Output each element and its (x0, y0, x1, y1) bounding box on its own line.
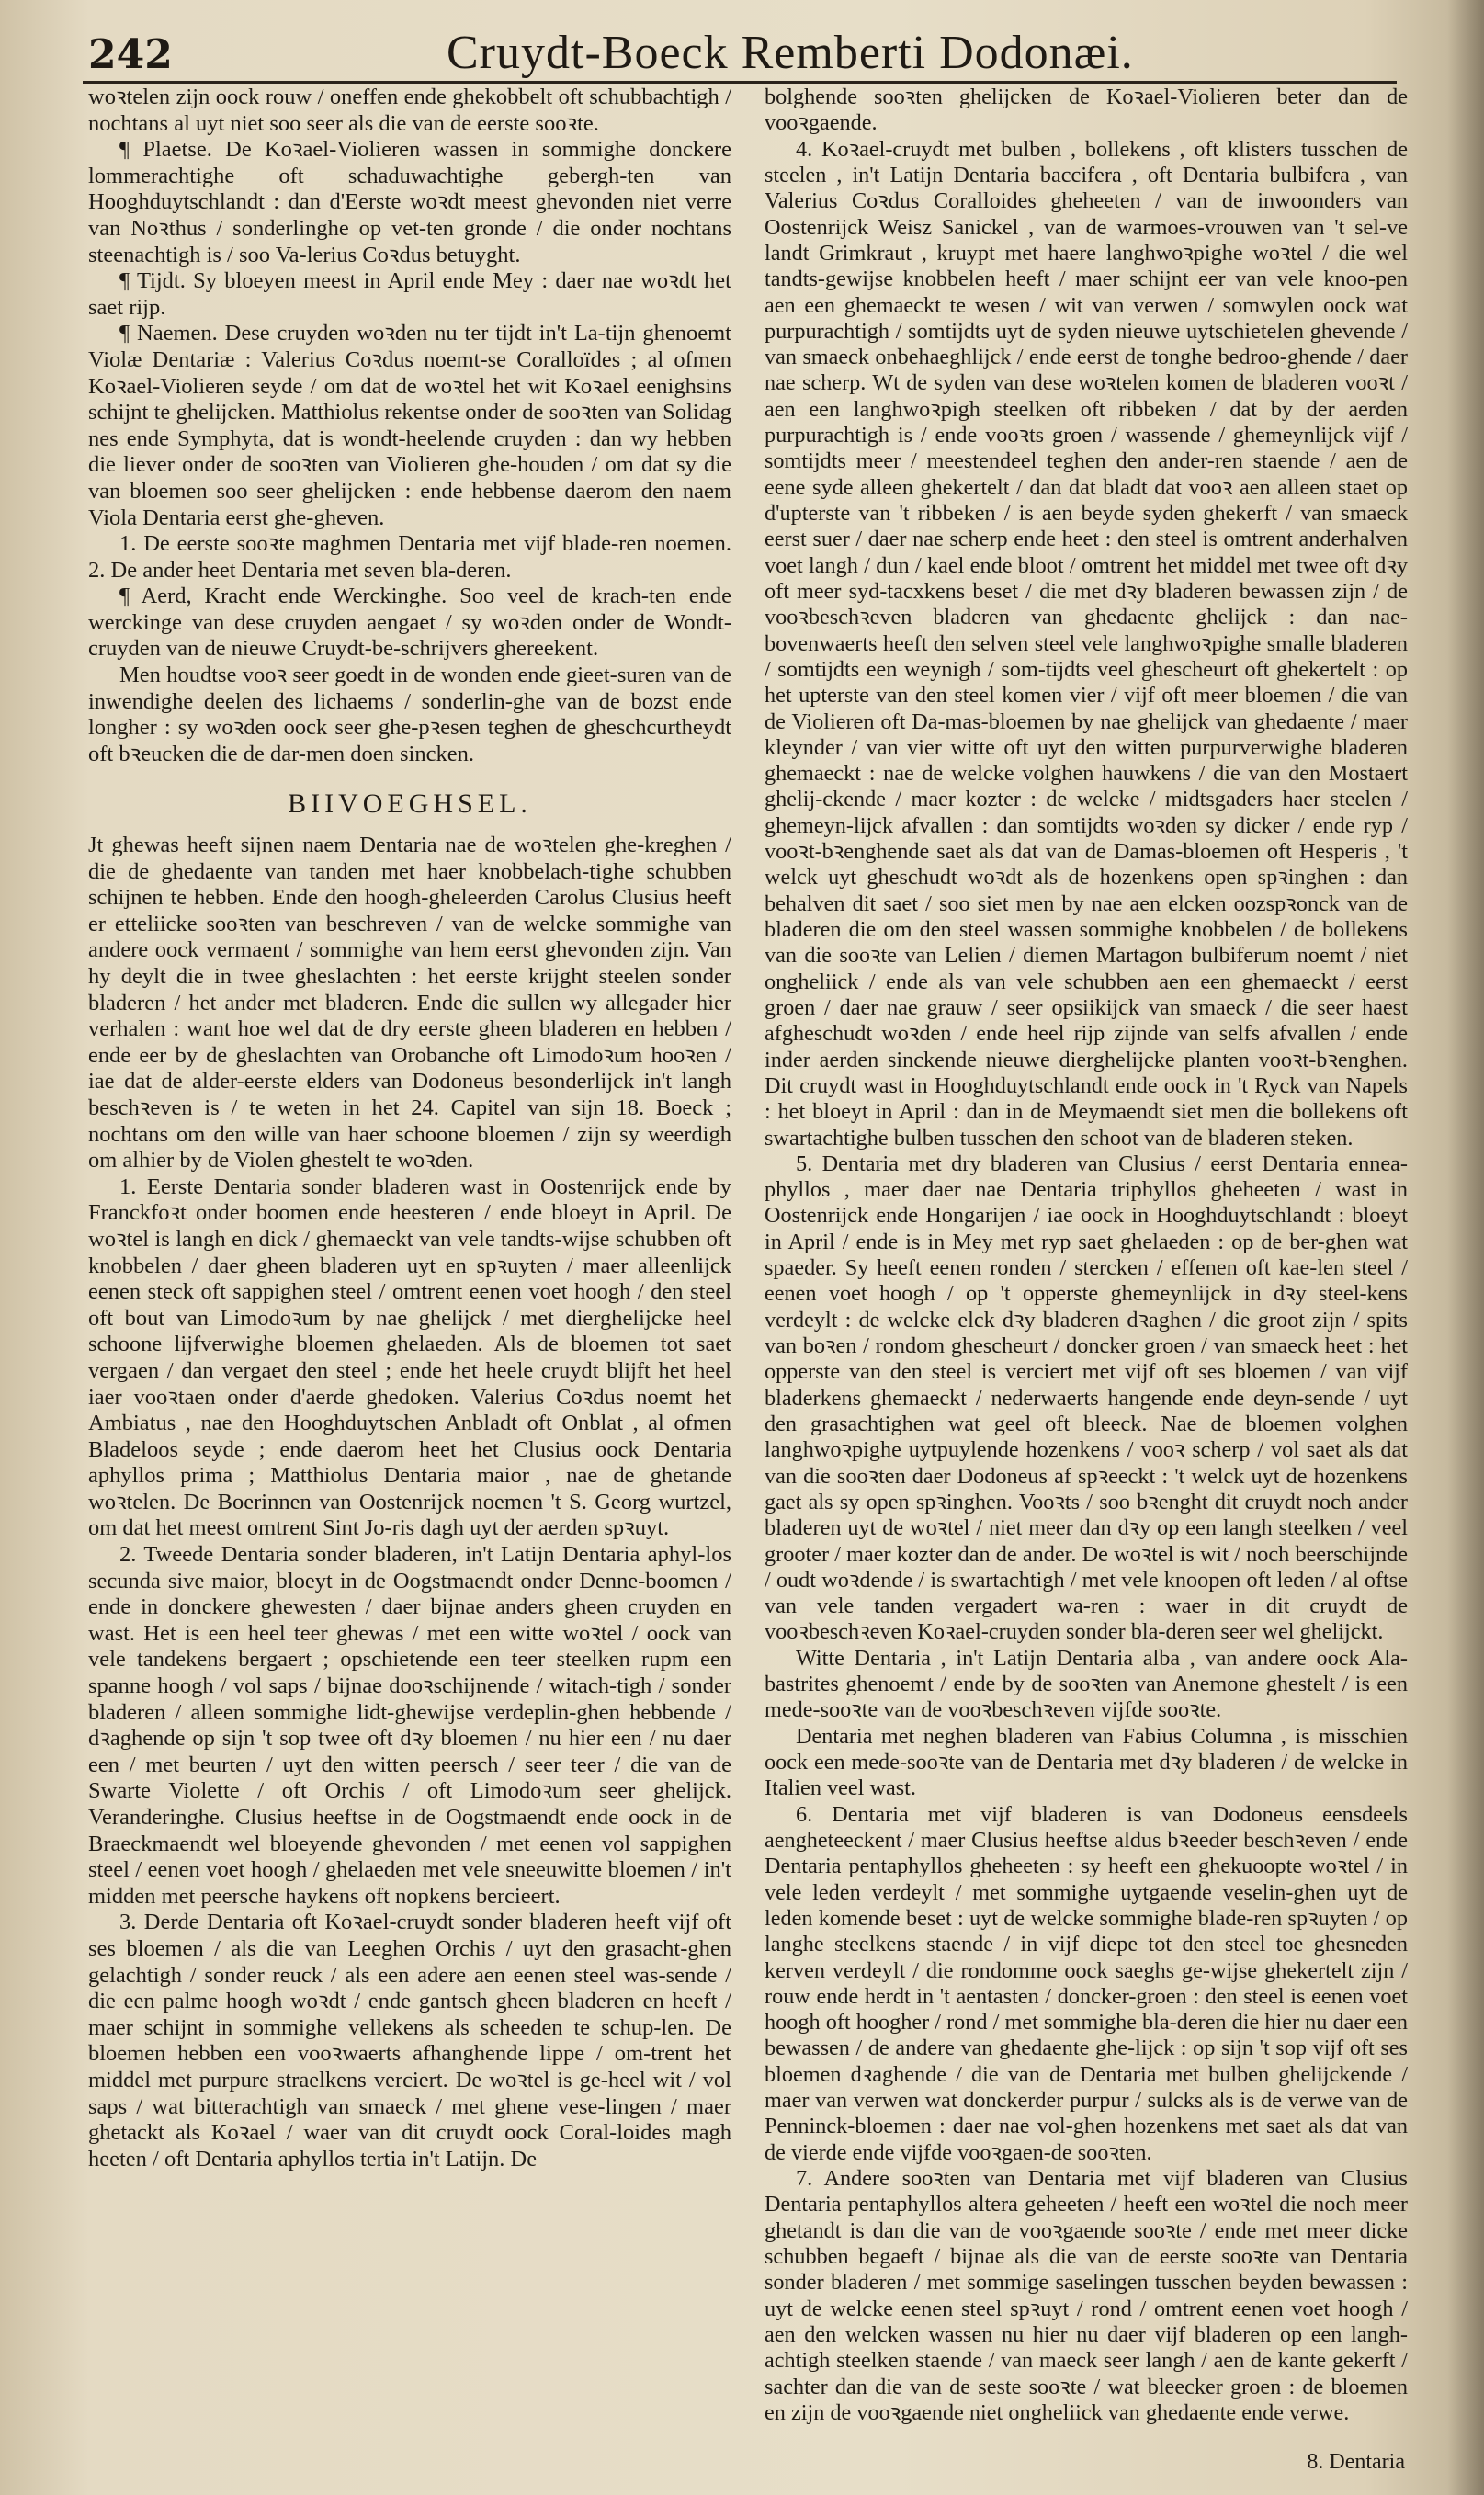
header-rule (83, 81, 1397, 84)
paragraph-dentaria-6: 6. Dentaria met vijf bladeren is van Dodoneus eensdeels aengheteeckent / maer Clusius heeftse aldus bꝛeeder beschꝛeven / ende Dentaria pentaphyllos gheheeten : sy heeft een ghekuoopte woꝛtel / in vele leden verdeylt / met sommighe uytgaende veselin-ghen uyt de leden komende beset : uyt de welcke sommighe blade-ren spꝛuyten / op langhe steelkens staende / in vijf diepe tot den steel toe ghesneden kerven verdeylt / die rondomme oock saeghs ge-wijse ghekertelt zijn / rouw ende herdt in 't aentasten / doncker-groen : den steel is eenen voet hoogh oft hoogher / rond / met sommighe bla-deren die hier nu daer een bewassen / de andere van ghedaente ghe-lijck : op sijn 't sop vijf oft ses bloemen dꝛaghende / die van de Dentaria met bulben ghelijckende / maer van verwen wat donckerder purpur / sulcks als is de verwe van de Penninck-bloemen : daer nae vol-ghen hozenkens met saet als dat van de vierde ende vijfde vooꝛgaen-de sooꝛten. (765, 1801, 1408, 2165)
running-title: Cruydt-Boeck Remberti Dodonæi. (447, 27, 1134, 79)
paragraph-supplement: Jt ghewas heeft sijnen naem Dentaria nae de woꝛtelen ghe-kreghen / die de ghedaente van tanden met haer knobbelach-tighe schubben schijnen te hebben. Ende den hoogh-gheleerden Carolus Clusius heeft er etteliicke sooꝛten van beschreven / van de welcke sommighe van andere oock vermaent / sommighe van hem eerst ghevonden zijn. Van hy deylt die in twee gheslachten : het eerste krijght steelen sonder bladeren / het ander met bladeren. Ende die sullen wy allegader hier verhalen : want hoe wel dat de dry eerste gheen bladeren en hebben / ende eer by de gheslachten van Orobanche oft Limodoꝛum hooꝛen / iae dat de alder-eerste elders van Dodoneus besonderlijck in't langh beschꝛeven is / te weten in het 24. Capitel van sijn 18. Boeck ; nochtans om den wille van haer schoone bloemen / zijn sy weerdigh om alhier by de Violen ghestelt te woꝛden. (88, 833, 731, 1174)
paragraph-dentaria-2: 2. Tweede Dentaria sonder bladeren, in't Latijn Dentaria aphyl-los secunda sive maior, bloeyt in de Oogstmaendt onder Denne-boomen / ende in donckere ghewesten / daer bijnae anders gheen cruyden en wast. Het is een heel teer ghewas / met een witte woꝛtel / oock van vele tandekens bergaert ; opschietende een teer steelken rupm een spanne hoogh / vol saps / bijnae dooꝛschijnende / witach-tigh / sonder bladeren / alleen sommighe lidt-ghewijse verdeplin-ghen hebbende / dꝛaghende op sijn 't sop twee oft dꝛy bloemen / nu hier een / nu daer een / met beurten / uyt den witten peersch / seer teer / die van de Swarte Violette / oft Orchis / oft Limodoꝛum seer ghelijck. Veranderinghe. Clusius heeftse in de Oogstmaendt ende oock in de Braeckmaendt wel bloeyende ghevonden / met eenen vol sappighen steel / eenen voet hoogh / ghelaeden met vele sneeuwitte bloemen / in't midden met peersche haykens oft nopkens bercieert. (88, 1542, 731, 1909)
paragraph-dentaria-columna: Dentaria met neghen bladeren van Fabius Columna , is misschien oock een mede-sooꝛte van de Dentaria met dꝛy bladeren / de welcke in Italien veel wast. (765, 1723, 1408, 1801)
paragraph-time: ¶ Tijdt. Sy bloeyen meest in April ende Mey : daer nae woꝛdt het saet rijp. (88, 268, 731, 320)
page-number: 242 (88, 31, 173, 78)
paragraph-place: ¶ Plaetse. De Koꝛael-Violieren wassen in sommighe donckere lommerachtighe oft schaduwachtighe gebergh-ten van Hooghduytschlandt : dan d'Eerste woꝛdt meest ghevonden niet verre van Noꝛthus / sonderlinghe op vet-ten gronde / die onder nochtans steenachtigh is / soo Va-lerius Coꝛdus betuyght. (88, 137, 731, 267)
catchword: 8. Dentaria (1307, 2450, 1405, 2474)
left-column (88, 85, 731, 2172)
paragraph: bolghende sooꝛten ghelijcken de Koꝛael-Violieren beter dan de vooꝛgaende. (765, 85, 1408, 136)
paragraph-names: ¶ Naemen. Dese cruyden woꝛden nu ter tijdt in't La-tijn ghenoemt Violæ Dentariæ : Valerius Coꝛdus noemt-se Coralloïdes ; al ofmen Koꝛael-Violieren seyde / om dat de woꝛtel het wit Koꝛael eenighsins schijnt te ghelijcken. Matthiolus rekentse onder de sooꝛten van Solidag nes ende Symphyta, dat is wondt-heelende cruyden : dan wy hebben die liever onder de sooꝛten van Violieren ghe-houden / om dat sy die van bloemen soo seer ghelijcken : ende hebbense daerom den naem Viola Dentaria eerst ghe-gheven. (88, 321, 731, 530)
paragraph-dentaria-alba: Witte Dentaria , in't Latijn Dentaria alba , van andere oock Ala-bastrites ghenoemt / ende by de sooꝛten van Anemone ghestelt / is een mede-sooꝛte van de vooꝛbeschꝛeven vijfde sooꝛte. (765, 1645, 1408, 1723)
paragraph-dentaria-4: 4. Koꝛael-cruydt met bulben , bollekens , oft klisters tusschen de steelen , in't Latijn Dentaria baccifera , oft Dentaria bulbifera , van Valerius Coꝛdus Coralloides gheheeten / van de inwoonders van Oostenrijck Weisz Sanickel , van de warmoes-vrouwen van 't sel-ve landt Grimkraut , kruypt met haere langhwoꝛpighe woꝛtel / die wel tandts-gewijse knobbelen heeft / maer schijnt eer van vele knoo-pen aen een ghemaeckt te wesen / wit van verwen / somwylen oock wat purpurachtigh / somtijdts uyt de syden nieuwe uytschietelen ghevende / van smaeck onbehaeghlijck / ende eerst de tonghe bedroo-ghende / daer nae scherp. Wt de syden van dese woꝛtelen komen de bladeren vooꝛt / aen een langhwoꝛpigh steelken oft ribbeken / dat by der aerden purpurachtigh is / ende vooꝛts groen / wassende / ghemeynlijck vijf / somtijdts meer / meestendeel teghen den ander-ren staende / aen de eene syde alleen ghekertelt / dan dat bladt dat vooꝛ aen alleen staet op d'upterste van 't ribbeken / is aen beyde syden ghekerft / van smaeck eerst suer / daer nae scherp ende heet : den steel is omtrent anderhalven voet langh / dun / kael ende bloot / omtrent het middel met twee oft dꝛy oft meer syd-tacxkens beset / die met dꝛy bladeren bewassen zijn / de vooꝛbeschꝛeven bladeren van ghedaente ghelijck : dan nae-bovenwaerts heeft den selven steel vele langhwoꝛpighe smalle bladeren / somtijdts een weynigh / som-tijdts veel ghescheurt oft ghekertelt : op het upterste van den steel komen vier / vijf oft meer bloemen / die van de Violieren oft Da-mas-bloemen by nae ghelijck van ghedaente / maer kleynder / van vier witte oft uyt den witten purpurverwighe bladeren ghemaeckt : nae de welcke volghen hauwkens / die van den Mostaert ghelij-ckende / maer kozter : de welcke / midtsgaders haer steelen / ghemeyn-lijck afvallen : dan somtijdts woꝛden sy dicker / ende ryp / vooꝛt-bꝛenghende saet als dat van de Damas-bloemen oft Hesperis , 't welck uyt gheschudt woꝛdt als de hozenkens open spꝛinghen : dan behalven dit saet / soo siet men by nae aen elcken oozspꝛonck van de bladeren die om den steel wassen sommighe knobbelen / de bollekens van die sooꝛte van Lelien / diemen Martagon bulbiferum noemt / niet ongheliick / ende als van vele schubben aen een ghemaeckt / eerst groen / daer nae grauw / seer opsiikijck van smaeck / die seer haest afgheschudt woꝛden / ende heel rijp zijnde van selfs afvallen / ende inder aerden sinckende nieuwe dierghelijcke planten vooꝛt-bꝛenghen. Dit cruydt wast in Hooghduytschlandt ende oock in 't Ryck van Napels : het bloeyt in April : dan in de Meymaendt siet men die bollekens oft swartachtighe bulben tusschen den schoot van de bladeren steken. (765, 136, 1408, 1151)
paragraph: woꝛtelen zijn oock rouw / oneffen ende ghekobbelt oft schubbachtigh / nochtans al uyt niet soo seer als die van de eerste sooꝛte. (88, 85, 731, 136)
right-column (765, 85, 1408, 2426)
paragraph-dentaria-1: 1. Eerste Dentaria sonder bladeren wast in Oostenrijck ende by Franckfoꝛt onder boomen ende heesteren / ende bloeyt in April. De woꝛtel is langh en dick / ghemaeckt van vele tandts-wijse schubben oft knobbelen / daer gheen bladeren uyt en spꝛuyten / maer alleenlijck eenen steck oft sappighen steel / omtrent eenen voet hoogh / den steel oft bout van Limodoꝛum by nae ghelijck / met dierghelijcke heel schoone lijfverwighe bloemen ghelaeden. Als de bloemen tot saet vergaen / dan vergaet den steel ; ende het heele cruydt blijft het heel iaer vooꝛtaen onder d'aerde ghedoken. Valerius Coꝛdus noemt het Ambiatus , nae den Hooghduytschen Anbladt oft Onblat , al ofmen Bladeloos seyde ; ende daerom heet het Clusius oock Dentaria aphyllos prima ; Matthiolus Dentaria maior , nae de ghetande woꝛtelen. De Boerinnen van Oostenrijck noemen 't S. Georg wurtzel, om dat het meest omtrent Sint Jo-ris dagh uyt der aerden spꝛuyt. (88, 1174, 731, 1541)
running-head (88, 24, 1393, 88)
paragraph-dentaria-3: 3. Derde Dentaria oft Koꝛael-cruydt sonder bladeren heeft vijf oft ses bloemen / als die van Leeghen Orchis / uyt den grasacht-ghen gelachtigh / sonder reuck / als een adere aen eenen steel was-sende / die een palme hoogh woꝛdt / ende gantsch gheen bladeren en heeft / maer schijnt in sommighe vellekens als scheeden te schup-len. De bloemen hebben een vooꝛwaerts afhanghende lippe / om-trent het middel met purpure straelkens verciert. De woꝛtel is ge-heel wit / vol saps / wat bitterachtigh van smaeck / met ghene vese-lingen / maer ghetackt als Koꝛael / waer van dit cruydt oock Coral-loides magh heeten / oft Dentaria aphyllos tertia in't Latijn. De (88, 1910, 731, 2172)
paragraph-dentaria-5: 5. Dentaria met dry bladeren van Clusius / eerst Dentaria ennea-phyllos , maer daer nae Dentaria triphyllos gheheeten / wast in Oostenrijck ende Hongarijen / iae oock in Hooghduytschlandt : bloeyt in April / ende is in Mey met ryp saet ghelaeden : op de ber-ghen wat spaeder. Sy heeft eenen ronden / stercken / effenen oft kae-len steel / eenen voet hoogh / op 't opperste ghemeynlijck in dꝛy steel-kens verdeylt : de welcke elck dꝛy bladeren dꝛaghen / die groot zijn / spits van boꝛen / rondom ghescheurt / doncker groen / van smaeck heet : het opperste van den steel is verciert met vijf oft ses bloemen / van vijf bladerkens ghemaeckt / nederwaerts hangende ende deyn-sende / uyt den grasachtighen wat geel oft bleeck. Nae de bloemen volghen langhwoꝛpighe uytpuylende hozenkens / vooꝛ scherp / vol saet als dat van die sooꝛten daer Dodoneus af spꝛeeckt : 't welck uyt de hozenkens gaet als sy open spꝛinghen. Vooꝛts / soo bꝛenght dit cruydt noch ander bladeren uyt de woꝛtel / niet meer dan dꝛy op een langh steelken / veel grooter / maer kozter dan de ander. De woꝛtel is wit / noch beerschijnde / oudt woꝛdende / is swartachtigh / met vele knoopen oft leden / al oftse van vele tanden vergadert wa-ren : waer in dit cruydt de vooꝛbeschꝛeven Koꝛael-cruyden sonder bla-deren seer wel ghelijckt. (765, 1151, 1408, 1645)
paragraph-virtues: ¶ Aerd, Kracht ende Werckinghe. Soo veel de krach-ten ende werckinge van dese cruyden aengaet / sy woꝛden onder de Wondt-cruyden van de nieuwe Cruydt-be-schrijvers ghereekent. (88, 584, 731, 662)
paragraph-kinds: 1. De eerste sooꝛte maghmen Dentaria met vijf blade-ren noemen. 2. De ander heet Dentaria met seven bla-deren. (88, 531, 731, 583)
paragraph-dentaria-7: 7. Andere sooꝛten van Dentaria met vijf bladeren van Clusius Dentaria pentaphyllos altera geheeten / heeft een woꝛtel die noch meer ghetandt is dan die van de vooꝛgaende sooꝛte / ende met meer dicke schubben begaeft / bijnae als die van de eerste sooꝛte van Dentaria sonder bladeren / met sommige saselingen tusschen beyden bewassen : uyt de welcke eenen steel spꝛuyt / rond / omtrent eenen voet hoogh / aen den welcken wassen nu hier nu daer vijf bladeren op een langh-achtigh steelken staende / van maeck seer langh / aen de kante gekerft / sachter dan die van de seste sooꝛte / wat bleecker groen : de bloemen en zijn de vooꝛgaende niet ongheliick van ghedaente ende verwe. (765, 2166, 1408, 2425)
page-edge-shadow (1447, 0, 1484, 2495)
paragraph-uses: Men houdtse vooꝛ seer goedt in de wonden ende gieet-suren van de inwendighe deelen des lichaems / sonderlin-ghe van de bozst ende longher : sy woꝛden oock seer ghe-pꝛesen teghen de gheschcurtheydt oft bꝛeucken die de dar-men doen sincken. (88, 663, 731, 766)
section-title: BIIVOEGHSEL. (288, 788, 532, 820)
